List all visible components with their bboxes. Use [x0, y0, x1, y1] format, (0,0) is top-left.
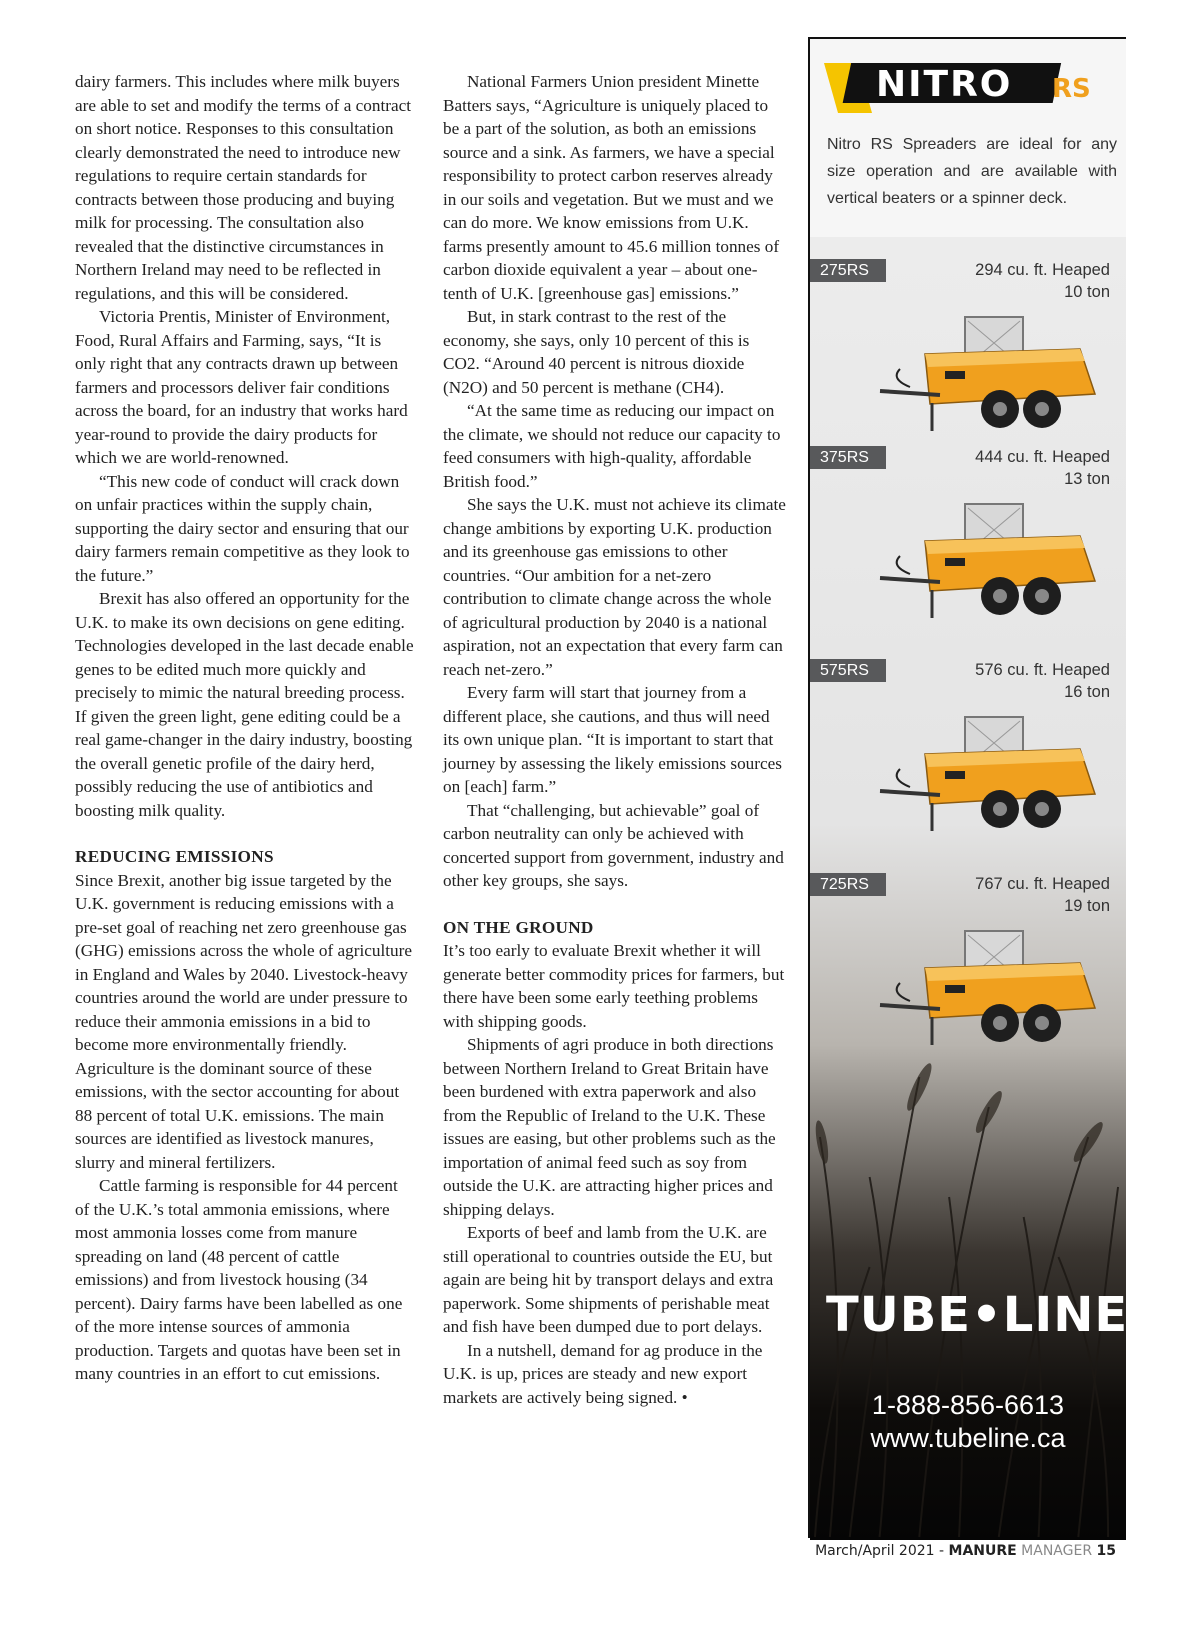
- model-capacity: 444 cu. ft. Heaped: [975, 448, 1110, 466]
- model-725rs: [810, 873, 1126, 1073]
- section-heading: REDUCING EMISSIONS: [75, 847, 274, 866]
- model-badge: 275RS: [810, 259, 886, 282]
- paragraph: “At the same time as reducing our impact on the climate, we should not reduce our capacity to feed consumers with high-quality, affordable British food.”: [443, 401, 781, 491]
- spreader-image: [870, 699, 1110, 849]
- model-specs: [975, 259, 1110, 303]
- paragraph: “This new code of conduct will crack down on unfair practices within the supply chain, supporting the dairy sector and ensuring that our dairy farmers remain competitive as they look to the future.”: [75, 471, 410, 585]
- paragraph: It’s too early to evaluate Brexit whether it will generate better commodity prices for farmers, but there have been some early teething problems with shipping goods.: [443, 941, 785, 1031]
- magazine-name-bold: MANURE: [948, 1543, 1017, 1559]
- spreader-image: [870, 486, 1110, 636]
- article-column-1: [75, 70, 415, 1386]
- model-specs: [975, 446, 1110, 490]
- paragraph: Cattle farming is responsible for 44 percent of the U.K.’s total ammonia emissions, where most ammonia losses come from manure spreading on land (48 percent of cattle emissions) and from livestock housing (34 percent). Dairy farms have been labelled as one of the more intense sources of ammonia production. Targets and quotas have been set in many countries in an effort to cut emissions.: [75, 1176, 403, 1383]
- ad-contact: [810, 1389, 1126, 1455]
- section-heading: ON THE GROUND: [443, 917, 594, 937]
- paragraph: Brexit has also offered an opportunity for the U.K. to make its own decisions on gene editing. Technologies developed in the last decade enable genes to be edited much more quickly and precisely to mimic the natural breeding process. If given the green light, gene editing could be a real game-changer in the dairy industry, boosting the overall genetic profile of the dairy herd, possibly reducing the use of antibiotics and boosting milk quality.: [75, 589, 414, 820]
- model-capacity: 576 cu. ft. Heaped: [975, 661, 1110, 679]
- model-weight: 16 ton: [1064, 683, 1110, 701]
- model-575rs: [810, 659, 1126, 859]
- model-375rs: [810, 446, 1126, 646]
- paragraph: Every farm will start that journey from a different place, she cautions, and thus will need its own unique plan. “It is important to start that journey by assessing the likely emissions sources on [each] farm.”: [443, 683, 782, 796]
- model-capacity: 767 cu. ft. Heaped: [975, 875, 1110, 893]
- paragraph: Since Brexit, another big issue targeted by the U.K. government is reducing emissions with a pre-set goal of reaching net zero greenhouse gas (GHG) emissions across the whole of agriculture in England and Wales by 2040. Livestock-heavy countries around the world are under pressure to reduce their ammonia emissions in a bid to become more environmentally friendly. Agriculture is the dominant source of these emissions, with the sector accounting for about 88 percent of total U.K. emissions. The main sources are identified as livestock manures, slurry and mineral fertilizers.: [75, 870, 412, 1172]
- model-weight: 13 ton: [1064, 470, 1110, 488]
- spreader-image: [870, 299, 1110, 449]
- paragraph: dairy farmers. This includes where milk buyers are able to set and modify the terms of a contract on short notice. Responses to this consultation clearly demonstrated the need to introduce new regulations to require certain standards for contracts between those producing and buying milk for processing. The consultation also revealed that the distinctive circumstances in Northern Ireland may need to be reflected in regulations, and this will be considered.: [75, 72, 411, 303]
- tubeline-advertisement[interactable]: [808, 37, 1139, 1538]
- paragraph: In a nutshell, demand for ag produce in the U.K. is up, prices are steady and new export markets are actively being signed. •: [443, 1340, 763, 1407]
- spreader-image: [870, 913, 1110, 1063]
- model-badge: 725RS: [810, 873, 886, 896]
- model-weight: 19 ton: [1064, 897, 1110, 915]
- grass-silhouette: [810, 1017, 1139, 1537]
- ad-description: Nitro RS Spreaders are ideal for any size operation and are available with vertical beaters or a spinner deck.: [827, 136, 1117, 207]
- tubeline-brand: TUBE•LINE™: [826, 1287, 1139, 1343]
- issue-date: March/April 2021 -: [815, 1543, 949, 1559]
- phone-number[interactable]: 1-888-856-6613: [871, 1390, 1065, 1420]
- model-specs: [975, 659, 1110, 703]
- model-specs: [975, 873, 1110, 917]
- paragraph: That “challenging, but achievable” goal of carbon neutrality can only be achieved with concerted support from government, industry and other key groups, she says.: [443, 800, 784, 890]
- model-275rs: [810, 259, 1126, 459]
- model-badge: 375RS: [810, 446, 886, 469]
- article-column-2: [443, 70, 788, 1409]
- logo-suffix: RS: [1052, 74, 1091, 104]
- paragraph: Victoria Prentis, Minister of Environment, Food, Rural Affairs and Farming, says, “It is only right that any contracts drawn up between farmers and processors deliver fair conditions across the board, for an industry that works hard year-round to provide the dairy products for which we are world-renowned.: [75, 307, 408, 467]
- page-number: 15: [1096, 1543, 1116, 1559]
- paragraph: She says the U.K. must not achieve its climate change ambitions by exporting U.K. production and its greenhouse gas emissions to other countries. “Our ambition for a net-zero contribution to climate change across the whole of agricultural production by 2040 is a national aspiration, not an expectation that every farm can reach net-zero.”: [443, 495, 786, 679]
- logo-text: NITRO: [876, 64, 1013, 105]
- paragraph: Exports of beef and lamb from the U.K. are still operational to countries outside the EU, but again are being hit by transport delays and extra paperwork. Some shipments of perishable meat and fish have been dumped due to port delays.: [443, 1223, 774, 1336]
- page-footer: [815, 1543, 1116, 1559]
- website-link[interactable]: www.tubeline.ca: [870, 1423, 1066, 1453]
- ad-header: [810, 39, 1126, 237]
- model-weight: 10 ton: [1064, 283, 1110, 301]
- nitro-rs-logo: [824, 59, 1114, 117]
- paragraph: National Farmers Union president Minette Batters says, “Agriculture is uniquely placed to be a part of the solution, as both an emissions source and a sink. As farmers, we have a special responsibility to protect carbon reserves already in our soils and vegetation. But we must and we can do more. We know emissions from U.K. farms presently amount to 45.6 million tonnes of carbon dioxide equivalent a year – about one-tenth of U.K. [greenhouse gas] emissions.”: [443, 72, 780, 303]
- model-badge: 575RS: [810, 659, 886, 682]
- model-capacity: 294 cu. ft. Heaped: [975, 261, 1110, 279]
- paragraph: Shipments of agri produce in both directions between Northern Ireland to Great Britain have been burdened with extra paperwork and also from the Republic of Ireland to the U.K. These issues are easing, but other problems such as the importation of animal feed such as soy from outside the U.K. are attracting higher prices and shipping delays.: [443, 1035, 776, 1219]
- magazine-name-light: MANAGER: [1016, 1543, 1093, 1559]
- paragraph: But, in stark contrast to the rest of the economy, she says, only 10 percent of this is CO2. “Around 40 percent is nitrous dioxide (N2O) and 50 percent is methane (CH4).: [443, 307, 750, 397]
